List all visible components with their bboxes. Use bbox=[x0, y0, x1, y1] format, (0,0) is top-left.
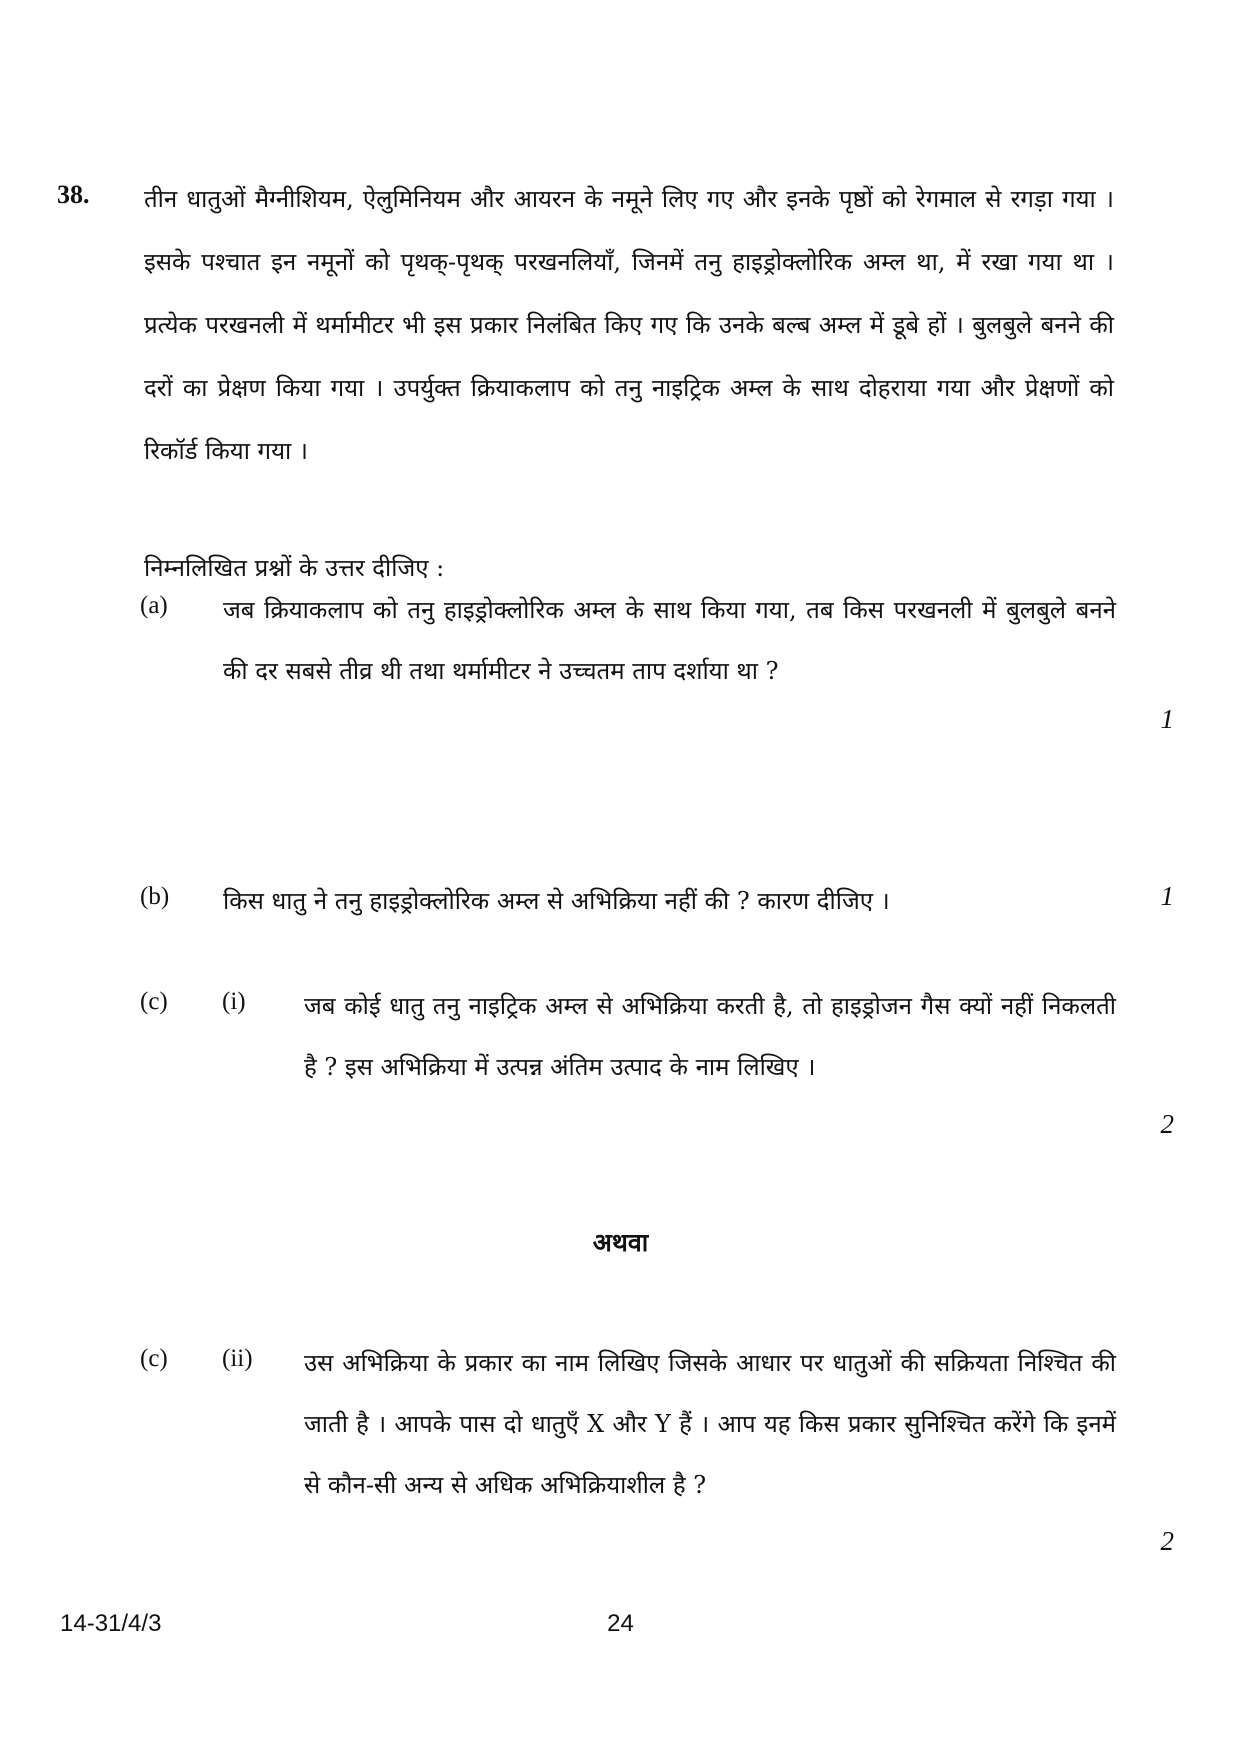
part-c-i-sublabel: (i) bbox=[222, 988, 246, 1015]
part-b-label: (b) bbox=[140, 883, 170, 910]
part-c-ii-sublabel: (ii) bbox=[222, 1345, 253, 1372]
page-number: 24 bbox=[607, 1610, 634, 1637]
question-instruction: निम्नलिखित प्रश्नों के उत्तर दीजिए : bbox=[144, 554, 445, 582]
part-c-ii-marks: 2 bbox=[1160, 1526, 1174, 1556]
part-c-i-marks: 2 bbox=[1160, 1109, 1174, 1139]
part-c-i-label: (c) bbox=[140, 988, 168, 1015]
part-a-label: (a) bbox=[140, 592, 168, 619]
question-number: 38. bbox=[57, 180, 90, 209]
part-c-i-text: जब कोई धातु तनु नाइट्रिक अम्ल से अभिक्रिया करती है, तो हाइड्रोजन गैस क्यों नहीं निकलती है ? इस अभिक्रिया में उत्पन्न अंतिम उत्पाद के नाम लिखिए । bbox=[304, 992, 1116, 1081]
part-a-marks: 1 bbox=[1160, 704, 1174, 734]
question-stem: तीन धातुओं मैग्नीशियम, ऐलुमिनियम और आयरन के नमूने लिए गए और इनके पृष्ठों को रेगमाल से रगड़ा गया । इसके पश्चात इन नमूनों को पृथक्-पृथक् परखनलियाँ, जिनमें तनु हाइड्रोक्लोरिक अम्ल था, में रखा गया था । प्रत्येक परखनली में थर्मामीटर भी इस प्रकार निलंबित किए गए कि उनके बल्ब अम्ल में डूबे हों । बुलबुले बनने की दरों का प्रेक्षण किया गया । उपर्युक्त क्रियाकलाप को तनु नाइट्रिक अम्ल के साथ दोहराया गया और प्रेक्षणों को रिकॉर्ड किया गया । bbox=[144, 185, 1114, 465]
part-b-marks: 1 bbox=[1160, 881, 1174, 911]
part-c-ii-text: उस अभिक्रिया के प्रकार का नाम लिखिए जिसके आधार पर धातुओं की सक्रियता निश्चित की जाती है । आपके पास दो धातुएँ X और Y हैं । आप यह किस प्रकार सुनिश्चित करेंगे कि इनमें से कौन-सी अन्य से अधिक अभिक्रियाशील है ? bbox=[304, 1349, 1116, 1499]
part-b-text: किस धातु ने तनु हाइड्रोक्लोरिक अम्ल से अभिक्रिया नहीं की ? कारण दीजिए । bbox=[223, 887, 890, 915]
part-c-ii-label: (c) bbox=[140, 1345, 168, 1372]
part-a-text: जब क्रियाकलाप को तनु हाइड्रोक्लोरिक अम्ल के साथ किया गया, तब किस परखनली में बुलबुले बनने की दर सबसे तीव्र थी तथा थर्मामीटर ने उच्चतम ताप दर्शाया था ? bbox=[223, 596, 1116, 685]
paper-code: 14-31/4/3 bbox=[60, 1610, 162, 1637]
or-heading: अथवा bbox=[592, 1228, 649, 1257]
